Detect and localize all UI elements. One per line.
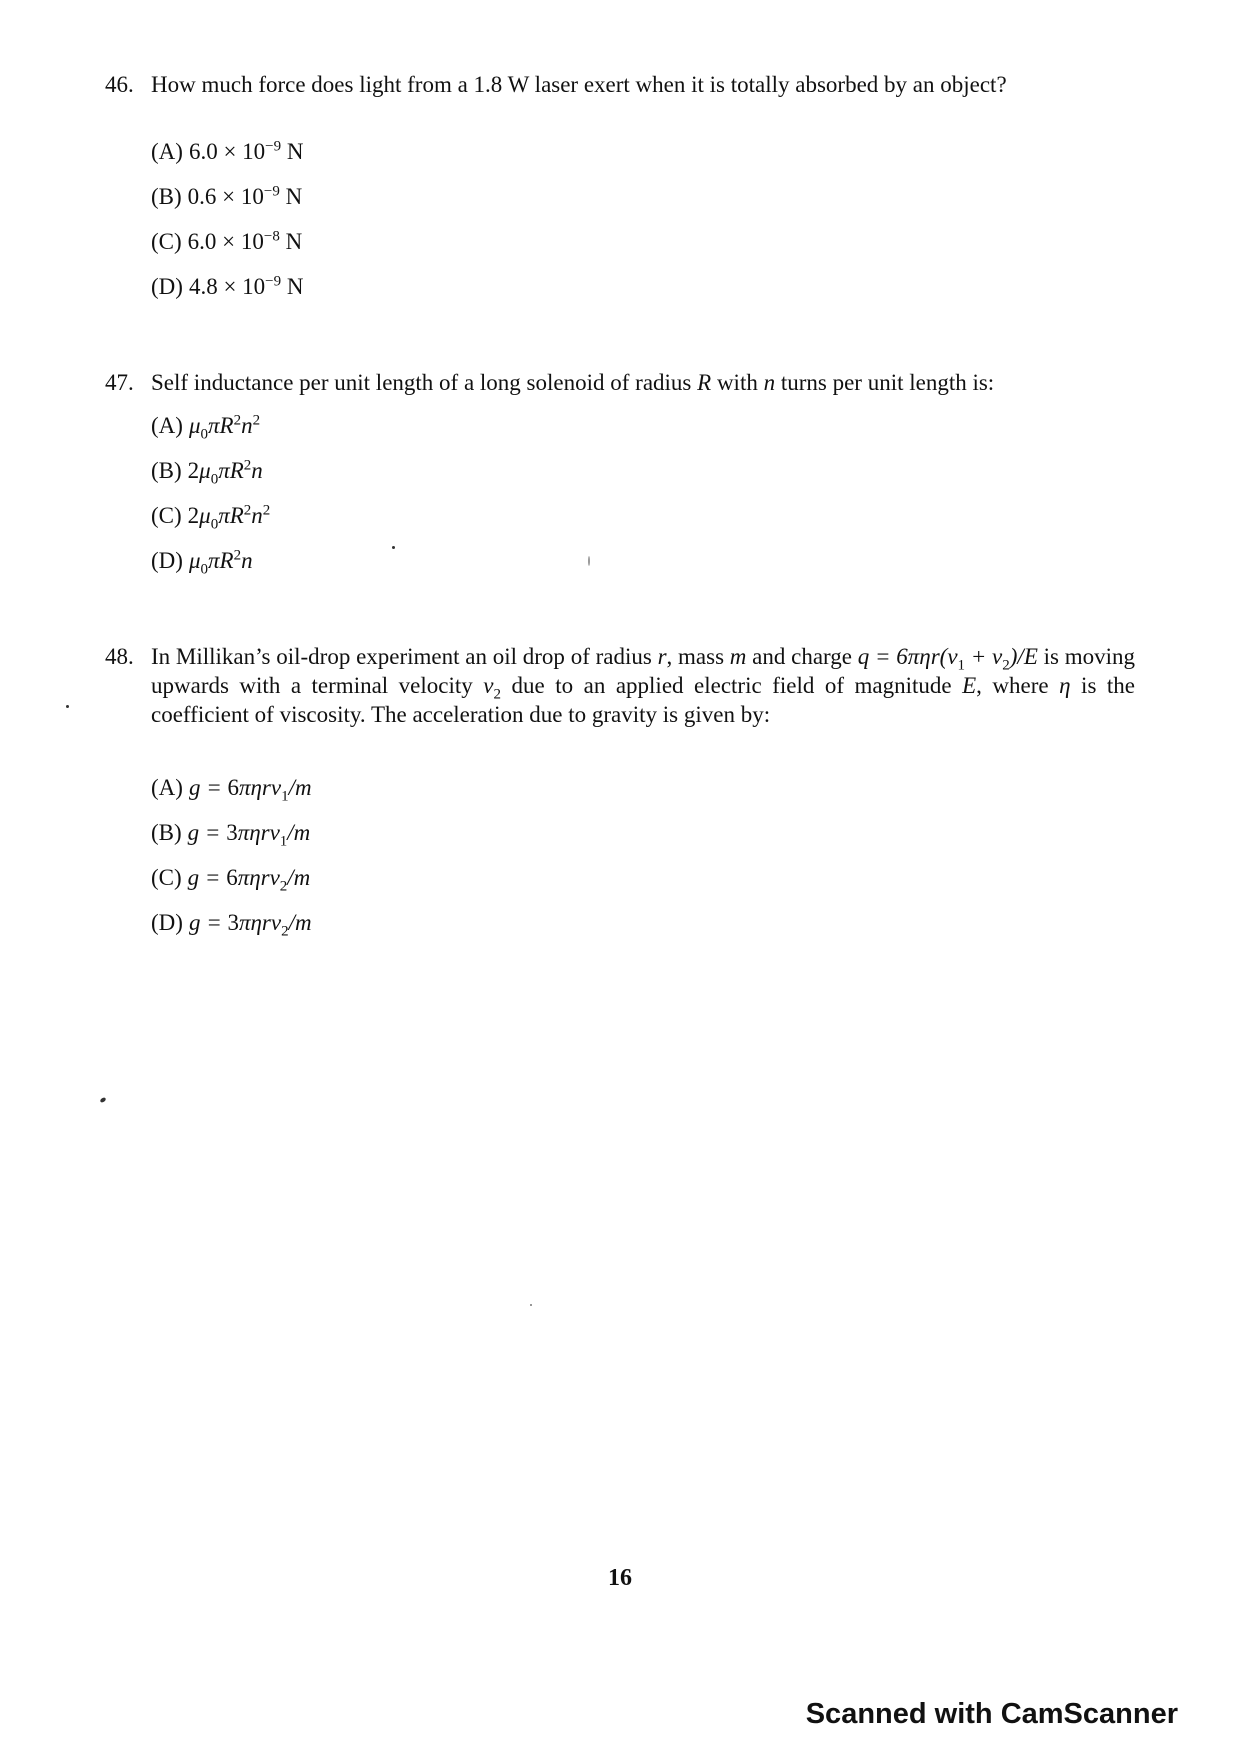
question-text (151, 642, 1135, 729)
question-48 (105, 642, 1135, 945)
question-text-part: Self inductance per unit length of a long solenoid of radius (151, 370, 698, 395)
math-exponent: 2 (243, 457, 252, 474)
option-unit: N (281, 139, 304, 164)
math-exponent: 2 (233, 412, 242, 429)
math-subscript: 2 (493, 686, 501, 703)
option-47-d (151, 538, 1135, 583)
option-label: (C) (151, 865, 182, 890)
option-coefficient: 2 (187, 503, 200, 528)
option-coefficient: 6 (226, 865, 238, 890)
option-label: (D) (151, 274, 183, 299)
option-unit: N (279, 184, 303, 209)
math-term: πR (207, 548, 234, 573)
option-47-c (151, 493, 1135, 538)
option-coefficient: 3 (227, 910, 239, 935)
option-coefficient: 3 (226, 820, 238, 845)
option-label: (A) (151, 139, 183, 164)
math-term: /m (288, 775, 312, 800)
option-unit: N (281, 274, 304, 299)
question-text (151, 368, 1135, 397)
math-variable: m (729, 644, 747, 669)
option-exponent: −9 (263, 183, 280, 200)
math-subscript: 1 (281, 788, 289, 805)
option-label: (B) (151, 820, 182, 845)
option-coefficient: 0.6 × 10 (187, 184, 264, 209)
scan-speck (588, 556, 590, 566)
option-exponent: −9 (265, 138, 282, 155)
question-text-part: turns per unit length is: (775, 370, 995, 395)
option-label: (C) (151, 229, 182, 254)
option-label: (D) (151, 548, 183, 573)
charge-formula: q = 6πηr(v (857, 644, 958, 669)
question-text-part: is the coefficient of viscosity. The acceleration due to gravity is given by: (151, 673, 1135, 727)
math-subscript: 0 (200, 426, 208, 443)
question-48-options (151, 765, 1135, 945)
scanner-watermark: Scanned with CamScanner (805, 1698, 1178, 1730)
option-46-a (151, 129, 1135, 174)
math-term: πηrv (238, 910, 282, 935)
option-unit: N (279, 229, 303, 254)
option-label: (B) (151, 458, 182, 483)
math-variable: E (962, 673, 977, 698)
math-subscript: 0 (200, 561, 208, 578)
math-subscript: 2 (1002, 657, 1010, 674)
option-46-b (151, 174, 1135, 219)
option-label: (A) (151, 413, 183, 438)
math-subscript: 0 (210, 516, 219, 533)
question-46-options (151, 129, 1135, 309)
math-variable: n (241, 548, 253, 573)
math-term: /m (287, 865, 311, 890)
question-text-part: and charge (746, 644, 858, 669)
math-term: πR (218, 503, 244, 528)
page-number: 16 (608, 1565, 632, 1591)
math-subscript: 0 (210, 471, 219, 488)
math-exponent: 2 (243, 502, 252, 519)
math-exponent: 2 (252, 412, 261, 429)
math-term: πηrv (237, 820, 280, 845)
math-term: πηrv (238, 775, 282, 800)
math-term: πR (207, 413, 234, 438)
option-47-a (151, 403, 1135, 448)
scan-speck (392, 546, 395, 549)
math-variable: n (251, 503, 263, 528)
math-variable: n (241, 413, 253, 438)
option-label: (A) (151, 775, 183, 800)
option-coefficient: 4.8 × 10 (188, 274, 266, 299)
math-exponent: 2 (262, 502, 271, 519)
question-47-header (105, 368, 1135, 397)
scan-speck (66, 705, 69, 708)
option-coefficient: 6.0 × 10 (188, 139, 266, 164)
math-lhs: g = (187, 820, 227, 845)
option-label: (C) (151, 503, 182, 528)
question-text-part: with (711, 370, 764, 395)
math-subscript: 2 (279, 878, 288, 895)
charge-formula: )/E (1009, 644, 1038, 669)
question-text-part: is moving upwards with a terminal velocity (151, 644, 1136, 698)
math-lhs: g = (187, 865, 227, 890)
math-symbol: μ (199, 458, 211, 483)
option-48-a (151, 765, 1135, 810)
math-variable: v (483, 673, 494, 698)
math-term: πR (218, 458, 244, 483)
option-exponent: −8 (263, 228, 280, 245)
option-label: (D) (151, 910, 183, 935)
question-46 (105, 70, 1135, 309)
question-number: 48. (105, 644, 134, 669)
scan-speck (99, 1097, 106, 1104)
option-exponent: −9 (265, 273, 282, 290)
math-variable: R (697, 370, 712, 395)
question-text-part: , mass (666, 644, 730, 669)
option-47-b (151, 448, 1135, 493)
question-text: How much force does light from a 1.8 W laser exert when it is totally absorbed by an object? (151, 72, 1007, 97)
charge-formula: + v (965, 644, 1003, 669)
question-47-options (151, 403, 1135, 583)
math-subscript: 1 (957, 657, 966, 674)
option-48-c (151, 855, 1135, 900)
option-coefficient: 2 (187, 458, 200, 483)
math-variable: r (657, 644, 667, 669)
math-variable: η (1059, 673, 1071, 698)
option-label: (B) (151, 184, 182, 209)
scan-speck (530, 1304, 532, 1306)
math-variable: n (251, 458, 263, 483)
math-term: /m (288, 910, 312, 935)
option-48-d (151, 900, 1135, 945)
question-text-part: In Millikan’s oil-drop experiment an oil drop of radius (151, 644, 658, 669)
question-47 (105, 368, 1135, 583)
question-number: 47. (105, 370, 134, 395)
question-number: 46. (105, 72, 134, 97)
option-coefficient: 6 (227, 775, 239, 800)
math-subscript: 2 (281, 923, 289, 940)
math-term: πηrv (237, 865, 280, 890)
question-46-header (105, 70, 1135, 99)
math-lhs: g = (188, 775, 228, 800)
question-48-header (105, 642, 1135, 729)
math-exponent: 2 (233, 547, 242, 564)
question-text-part: , where (976, 673, 1060, 698)
math-symbol: μ (188, 548, 201, 573)
math-symbol: μ (199, 503, 211, 528)
option-48-b (151, 810, 1135, 855)
option-46-c (151, 219, 1135, 264)
math-lhs: g = (188, 910, 228, 935)
math-subscript: 1 (279, 833, 288, 850)
math-symbol: μ (188, 413, 201, 438)
option-46-d (151, 264, 1135, 309)
question-text-part: due to an applied electric field of magnitude (501, 673, 963, 698)
math-term: /m (287, 820, 311, 845)
option-coefficient: 6.0 × 10 (187, 229, 264, 254)
math-variable: n (763, 370, 776, 395)
